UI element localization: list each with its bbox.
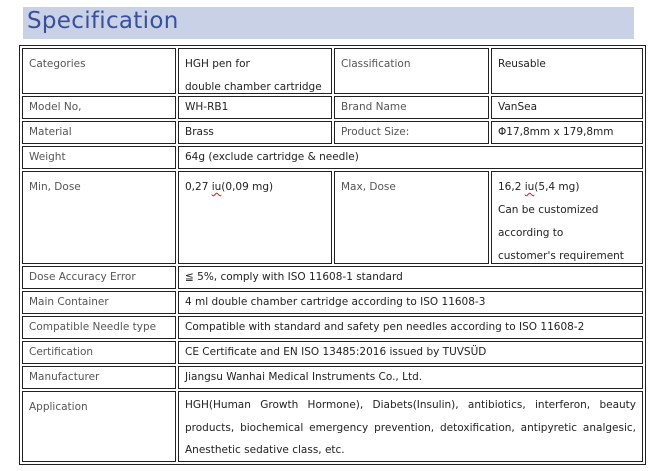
size-value: Φ17,8mm x 179,8mm	[491, 121, 643, 144]
model-value: WH-RB1	[178, 96, 332, 119]
max-dose-unit: iu	[524, 181, 535, 193]
accuracy-label: Dose Accuracy Error	[22, 266, 176, 289]
accuracy-value: ≦ 5%, comply with ISO 11608-1 standard	[178, 266, 643, 289]
max-dose-amount: 16,2	[498, 181, 525, 193]
categories-label: Categories	[22, 48, 176, 94]
weight-label: Weight	[22, 146, 176, 169]
row-model	[22, 96, 643, 119]
row-container	[22, 291, 643, 314]
title-bar	[23, 7, 634, 39]
row-accuracy	[22, 266, 643, 289]
categories-value-line1: HGH pen for	[185, 58, 250, 70]
categories-value-line2: double chamber cartridge	[185, 81, 322, 93]
categories-value	[178, 48, 332, 94]
needle-label: Compatible Needle type	[22, 316, 176, 339]
row-weight	[22, 146, 643, 169]
min-dose-amount: 0,27	[185, 181, 212, 193]
max-dose-mg: (5,4 mg)	[534, 181, 580, 193]
material-value: Brass	[178, 121, 332, 144]
certification-value: CE Certificate and EN ISO 13485:2016 issued by TUVSÜD	[178, 341, 643, 364]
brand-value: VanSea	[491, 96, 643, 119]
min-dose-mg: (0,09 mg)	[221, 181, 274, 193]
model-label: Model No,	[22, 96, 176, 119]
min-dose-value	[178, 171, 332, 264]
max-dose-note2: according to	[498, 227, 564, 239]
max-dose-note3: customer's requirement	[498, 250, 624, 262]
spec-table	[19, 45, 646, 465]
row-manufacturer	[22, 366, 643, 389]
min-dose-unit: iu	[211, 181, 222, 193]
brand-label: Brand Name	[334, 96, 489, 119]
row-certification	[22, 341, 643, 364]
max-dose-label: Max, Dose	[334, 171, 489, 264]
row-application	[22, 391, 643, 462]
max-dose-note1: Can be customized	[498, 204, 599, 216]
row-needle	[22, 316, 643, 339]
application-label: Application	[22, 391, 176, 462]
classification-label: Classification	[334, 48, 489, 94]
classification-value: Reusable	[491, 48, 643, 94]
manufacturer-label: Manufacturer	[22, 366, 176, 389]
container-value: 4 ml double chamber cartridge according to ISO 11608-3	[178, 291, 643, 314]
weight-value: 64g (exclude cartridge & needle)	[178, 146, 643, 169]
container-label: Main Container	[22, 291, 176, 314]
application-value: HGH(Human Growth Hormone), Diabets(Insulin), antibiotics, interferon, beauty products, biochemical emergency prevention, detoxification, antipyretic analgesic, Anesthetic sedative class, etc.	[178, 391, 643, 462]
min-dose-label: Min, Dose	[22, 171, 176, 264]
row-material	[22, 121, 643, 144]
size-label: Product Size:	[334, 121, 489, 144]
max-dose-line	[498, 176, 636, 199]
certification-label: Certification	[22, 341, 176, 364]
material-label: Material	[22, 121, 176, 144]
max-dose-value	[491, 171, 643, 264]
page-title: Specification	[27, 8, 179, 34]
needle-value: Compatible with standard and safety pen needles according to ISO 11608-2	[178, 316, 643, 339]
row-dose	[22, 171, 643, 264]
manufacturer-value: Jiangsu Wanhai Medical Instruments Co., Ltd.	[178, 366, 643, 389]
row-categories	[22, 48, 643, 94]
